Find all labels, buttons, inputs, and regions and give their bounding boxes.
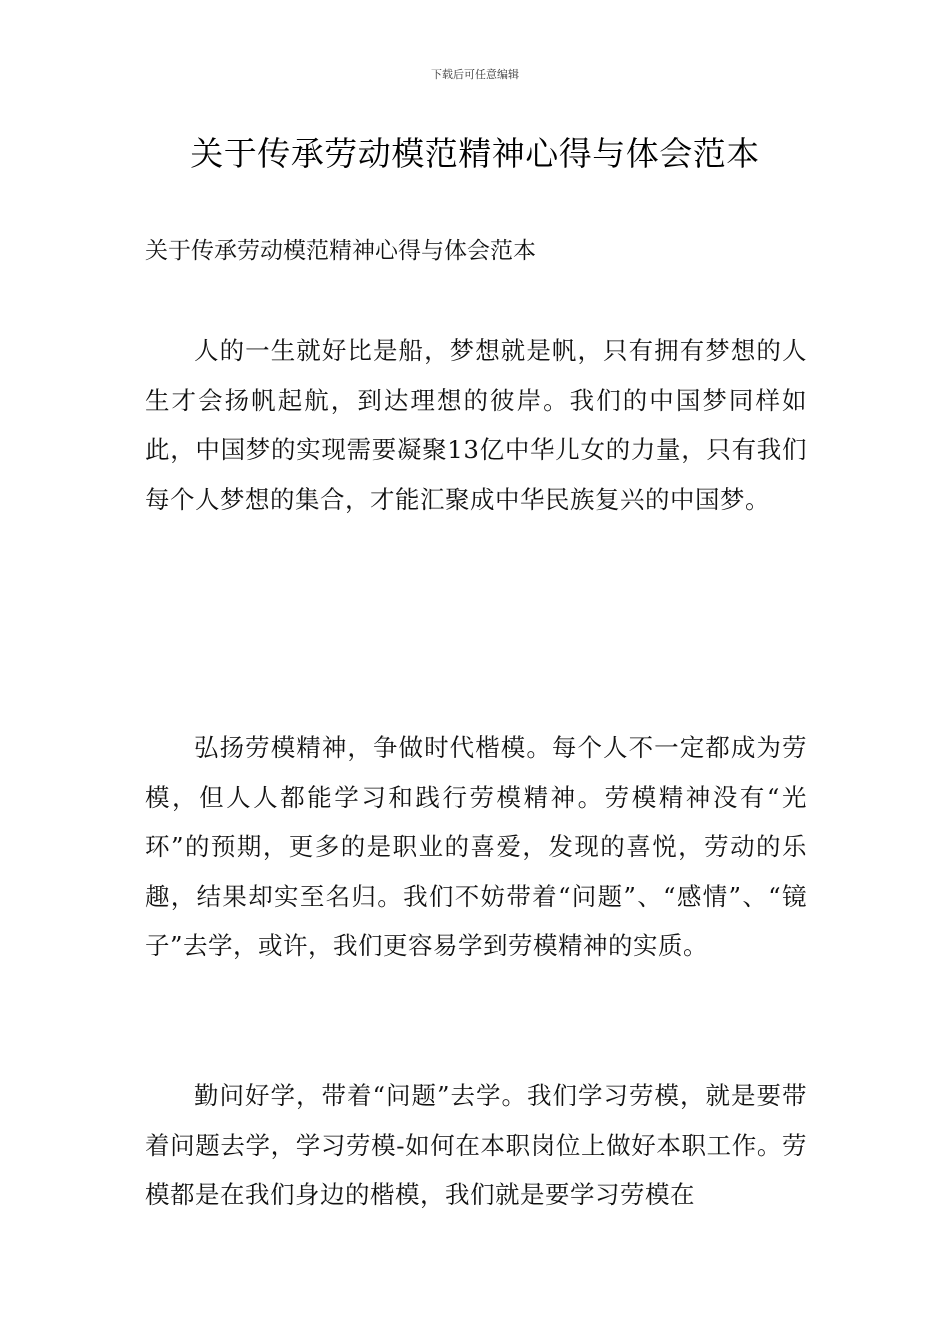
paragraph-3: 勤问好学，带着“问题”去学。我们学习劳模，就是要带着问题去学，学习劳模-如何在本职岗位上做好本职工作。劳模都是在我们身边的楷模，我们就是要学习劳模在 [145, 1081, 807, 1210]
paragraph-2: 弘扬劳模精神，争做时代楷模。每个人不一定都成为劳模，但人人都能学习和践行劳模精神。劳模精神没有“光环”的预期，更多的是职业的喜爱，发现的喜悦，劳动的乐趣，结果却实至名归。我们不妨带着“问题”、“感情”、“镜子”去学，或许，我们更容易学到劳模精神的实质。 [145, 733, 807, 961]
document-title: 关于传承劳动模范精神心得与体会范本 [190, 134, 760, 173]
header-note: 下载后可任意编辑 [431, 68, 519, 81]
paragraph-1: 人的一生就好比是船，梦想就是帆，只有拥有梦想的人生才会扬帆起航，到达理想的彼岸。我们的中国梦同样如此，中国梦的实现需要凝聚13亿中华儿女的力量，只有我们每个人梦想的集合，才能汇聚成中华民族复兴的中国梦。 [145, 336, 807, 514]
document-subtitle: 关于传承劳动模范精神心得与体会范本 [145, 238, 536, 264]
